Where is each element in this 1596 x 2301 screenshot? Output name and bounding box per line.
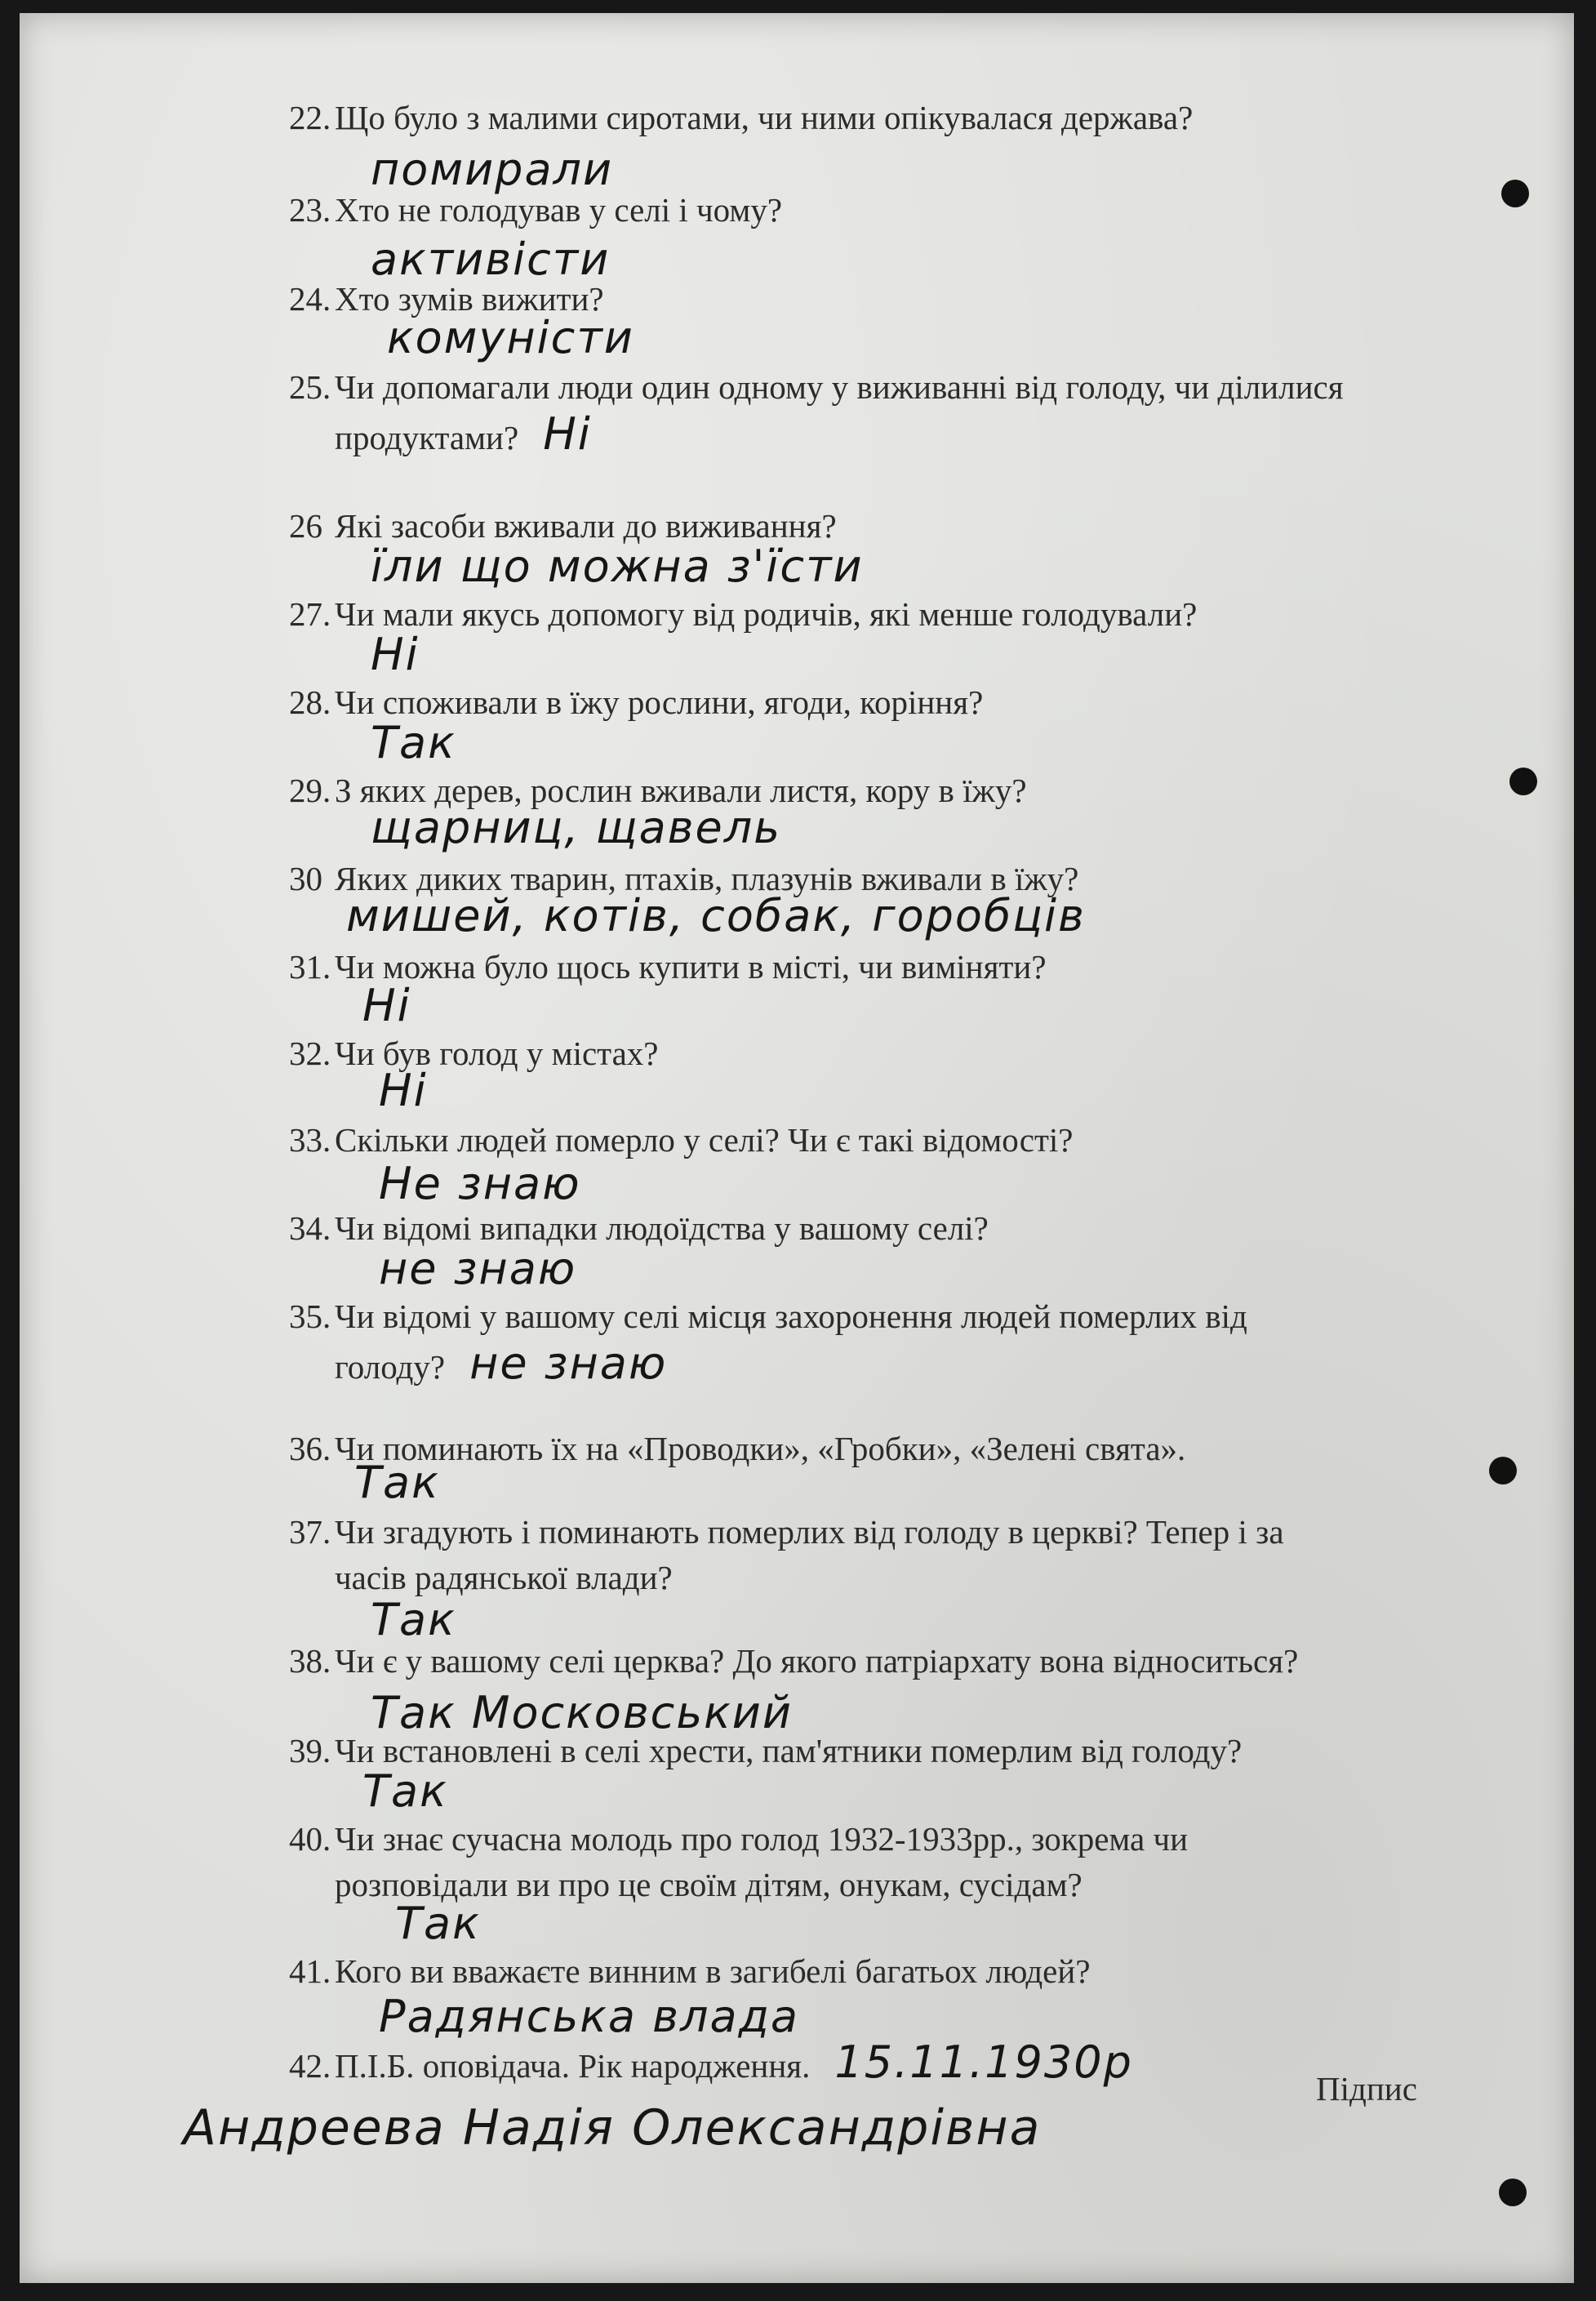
answer-40: Так [395,1898,481,1949]
answer-30: мишей, котів, собак, горобців [346,890,1086,941]
question-28: 28. Чи споживали в їжу рослини, ягоди, коріння? [289,683,984,721]
answer-28: Так [371,717,456,768]
question-27: 27. Чи мали якусь допомогу від родичів, які менше голодували? [289,595,1198,633]
question-41: 41. Кого ви вважаєте винним в загибелі багатьох людей? [289,1952,1091,1990]
question-24: 24. Хто зумів вижити? [289,280,604,318]
question-text: Чи допомагали люди один одному у виживанні від голоду, чи ділилися [335,368,1344,406]
answer-33: Не знаю [379,1158,581,1209]
answer-23: активісти [371,234,611,285]
question-26: 26 Які засоби вживали до виживання? [289,507,837,545]
question-42: 42. П.І.Б. оповідача. Рік народження. 15.11.1930р [289,2036,1133,2088]
answer-27: Ні [371,629,420,680]
answer-32: Ні [379,1065,428,1116]
question-text: Чи відомі у вашому селі місця захоронення людей померлих від [335,1297,1247,1335]
question-text-cont: голоду? [335,1348,446,1386]
question-29: 29. З яких дерев, рослин вживали листя, кору в їжу? [289,772,1027,809]
question-25: 25. Чи допомагали люди один одному у виживанні від голоду, чи ділилися продуктами? Ні [289,368,1344,460]
answer-39: Так [362,1765,448,1817]
question-text: Кого ви вважаєте винним в загибелі багатьох людей? [335,1952,1091,1990]
question-text-cont: розповідали ви про це своїм дітям, онукам, сусідам? [335,1866,1083,1903]
answer-22: помирали [371,144,614,195]
answer-37: Так [371,1594,456,1645]
question-39: 39. Чи встановлені в селі хрести, пам'ятники померлим від голоду? [289,1732,1243,1769]
signature-label: Підпис [1316,2070,1417,2107]
question-text: Які засоби вживали до виживання? [335,507,837,545]
question-32: 32. Чи був голод у містах? [289,1035,659,1072]
question-text: Яких диких тварин, птахів, плазунів вживали в їжу? [335,860,1079,897]
question-text: Чи є у вашому селі церква? До якого патріархату вона відноситься? [335,1642,1299,1680]
punch-hole [1499,2179,1527,2206]
question-text: Хто не голодував у селі і чому? [335,191,783,229]
question-text-cont: продуктами? [335,419,519,456]
question-36: 36. Чи поминають їх на «Проводки», «Гробки», «Зелені свята». [289,1430,1186,1467]
question-text: П.І.Б. оповідача. Рік народження. [335,2047,811,2085]
question-34: 34. Чи відомі випадки людоїдства у вашому селі? [289,1209,989,1247]
answer-34: не знаю [379,1243,577,1294]
answer-35: не знаю [469,1337,668,1389]
question-text: Чи відомі випадки людоїдства у вашому селі? [335,1209,989,1247]
question-text: Чи встановлені в селі хрести, пам'ятники померлим від голоду? [335,1732,1243,1769]
answer-41: Радянська влада [379,1991,800,2042]
question-22: 22. Що було з малими сиротами, чи ними опікувалася держава? [289,99,1194,136]
question-text: Чи поминають їх на «Проводки», «Гробки», «Зелені свята». [335,1430,1186,1467]
answer-25: Ні [543,408,592,460]
narrator-name: Андреева Надія Олександрівна [183,2099,1042,2156]
question-38: 38. Чи є у вашому селі церква? До якого патріархату вона відноситься? [289,1642,1299,1680]
question-text: Чи був голод у містах? [335,1035,659,1072]
answer-26: їли що можна з'їсти [371,541,864,592]
question-text: Скільки людей померло у селі? Чи є такі відомості? [335,1121,1074,1159]
question-23: 23. Хто не голодував у селі і чому? [289,191,783,229]
question-text: Чи згадують і поминають померлих від голоду в церкві? Тепер і за [335,1513,1284,1551]
question-35: 35. Чи відомі у вашому селі місця захоронення людей померлих від голоду? не знаю [289,1297,1247,1389]
question-33: 33. Скільки людей померло у селі? Чи є такі відомості? [289,1121,1074,1159]
question-30: 30 Яких диких тварин, птахів, плазунів вживали в їжу? [289,860,1079,897]
answer-38: Так Московський [371,1687,793,1738]
question-text: Що було з малими сиротами, чи ними опікувалася держава? [335,99,1194,136]
question-40: 40. Чи знає сучасна молодь про голод 1932-1933рр., зокрема чи розповідали ви про це своїм дітям, онукам, сусідам? [289,1816,1563,1907]
answer-36: Так [354,1457,440,1508]
question-text: Чи споживали в їжу рослини, ягоди, коріння? [335,683,984,721]
question-text: Чи можна було щось купити в місті, чи виміняти? [335,948,1047,986]
question-text: З яких дерев, рослин вживали листя, кору в їжу? [335,772,1027,809]
questionnaire-page [20,13,1574,2283]
question-31: 31. Чи можна було щось купити в місті, чи виміняти? [289,948,1047,986]
question-37: 37. Чи згадують і поминають померлих від голоду в церкві? Тепер і за часів радянської влади? [289,1509,1563,1600]
answer-31: Ні [362,980,411,1031]
question-text: Чи мали якусь допомогу від родичів, які менше голодували? [335,595,1198,633]
answer-29: щарниц, щавель [371,802,782,853]
question-text: Хто зумів вижити? [335,280,604,318]
answer-24: комуністи [387,312,634,363]
question-text: Чи знає сучасна молодь про голод 1932-1933рр., зокрема чи [335,1820,1189,1858]
question-text-cont: часів радянської влади? [335,1559,673,1596]
answer-42: 15.11.1930р [834,2036,1133,2088]
